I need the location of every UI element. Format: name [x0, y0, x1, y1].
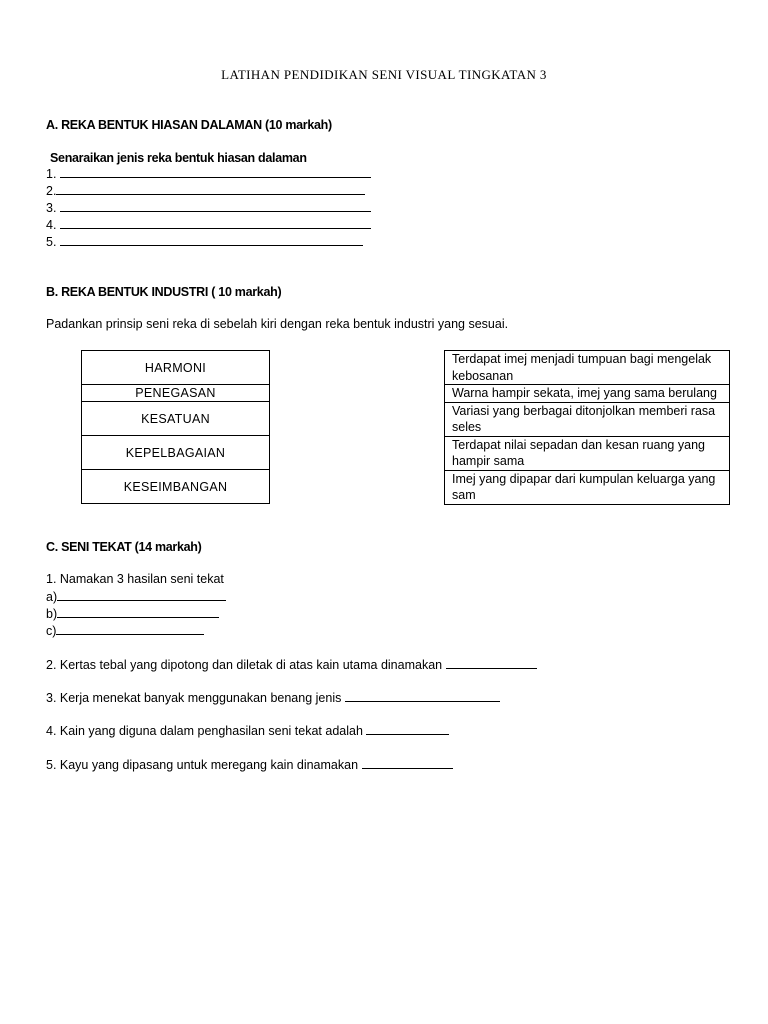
question-1: 1. Namakan 3 hasilan seni tekat	[46, 572, 224, 586]
answer-blank[interactable]	[60, 233, 363, 246]
answer-number: 5.	[46, 235, 60, 249]
answer-blank[interactable]	[60, 199, 371, 212]
question-4	[46, 722, 449, 740]
answer-number: 2.	[46, 184, 57, 198]
designs-table	[444, 350, 730, 505]
question-2	[46, 656, 537, 674]
answer-blank[interactable]	[60, 216, 371, 229]
answer-blank[interactable]	[57, 605, 219, 618]
design-cell[interactable]: Warna hampir sekata, imej yang sama berulang	[445, 385, 730, 403]
section-b-instruction: Padankan prinsip seni reka di sebelah kiri dengan reka bentuk industri yang sesuai.	[46, 317, 509, 331]
question-text: 2. Kertas tebal yang dipotong dan diletak di atas kain utama dinamakan	[46, 658, 446, 672]
answer-line-2	[46, 182, 365, 200]
principle-cell[interactable]: KESEIMBANGAN	[82, 470, 270, 504]
section-c-heading: C. SENI TEKAT (14 markah)	[46, 540, 202, 554]
answer-line-1	[46, 165, 371, 183]
option-line-b	[46, 605, 219, 623]
answer-blank[interactable]	[57, 588, 226, 601]
answer-line-5	[46, 233, 363, 251]
answer-blank[interactable]	[345, 689, 500, 702]
question-text: 4. Kain yang diguna dalam penghasilan seni tekat adalah	[46, 724, 367, 738]
section-a-heading: A. REKA BENTUK HIASAN DALAMAN (10 markah)	[46, 118, 332, 132]
design-cell[interactable]: Terdapat imej menjadi tumpuan bagi mengelak kebosanan	[445, 351, 730, 385]
worksheet-title: LATIHAN PENDIDIKAN SENI VISUAL TINGKATAN 3	[221, 67, 547, 82]
answer-number: 4.	[46, 218, 60, 232]
answer-number: 1.	[46, 167, 60, 181]
option-label: b)	[46, 607, 58, 621]
principle-cell[interactable]: PENEGASAN	[82, 385, 270, 402]
design-cell[interactable]: Terdapat nilai sepadan dan kesan ruang yang hampir sama	[445, 436, 730, 470]
principle-cell[interactable]: HARMONI	[82, 351, 270, 385]
option-label: c)	[46, 624, 57, 638]
answer-blank[interactable]	[446, 656, 537, 669]
answer-number: 3.	[46, 201, 60, 215]
question-5	[46, 756, 453, 774]
principles-table	[81, 350, 270, 504]
principle-cell[interactable]: KEPELBAGAIAN	[82, 436, 270, 470]
principle-cell[interactable]: KESATUAN	[82, 402, 270, 436]
design-cell[interactable]: Variasi yang berbagai ditonjolkan memberi rasa seles	[445, 402, 730, 436]
answer-blank[interactable]	[56, 182, 365, 195]
question-text: 5. Kayu yang dipasang untuk meregang kain dinamakan	[46, 758, 362, 772]
question-3	[46, 689, 500, 707]
answer-line-4	[46, 216, 371, 234]
option-label: a)	[46, 590, 58, 604]
question-text: 3. Kerja menekat banyak menggunakan benang jenis	[46, 691, 345, 705]
section-b-heading: B. REKA BENTUK INDUSTRI ( 10 markah)	[46, 285, 282, 299]
answer-blank[interactable]	[56, 622, 204, 635]
section-a-instruction: Senaraikan jenis reka bentuk hiasan dalaman	[50, 151, 307, 165]
answer-blank[interactable]	[366, 722, 449, 735]
option-line-c	[46, 622, 204, 640]
design-cell[interactable]: Imej yang dipapar dari kumpulan keluarga yang sam	[445, 470, 730, 504]
option-line-a	[46, 588, 226, 606]
answer-blank[interactable]	[362, 756, 453, 769]
answer-blank[interactable]	[60, 165, 371, 178]
answer-line-3	[46, 199, 371, 217]
